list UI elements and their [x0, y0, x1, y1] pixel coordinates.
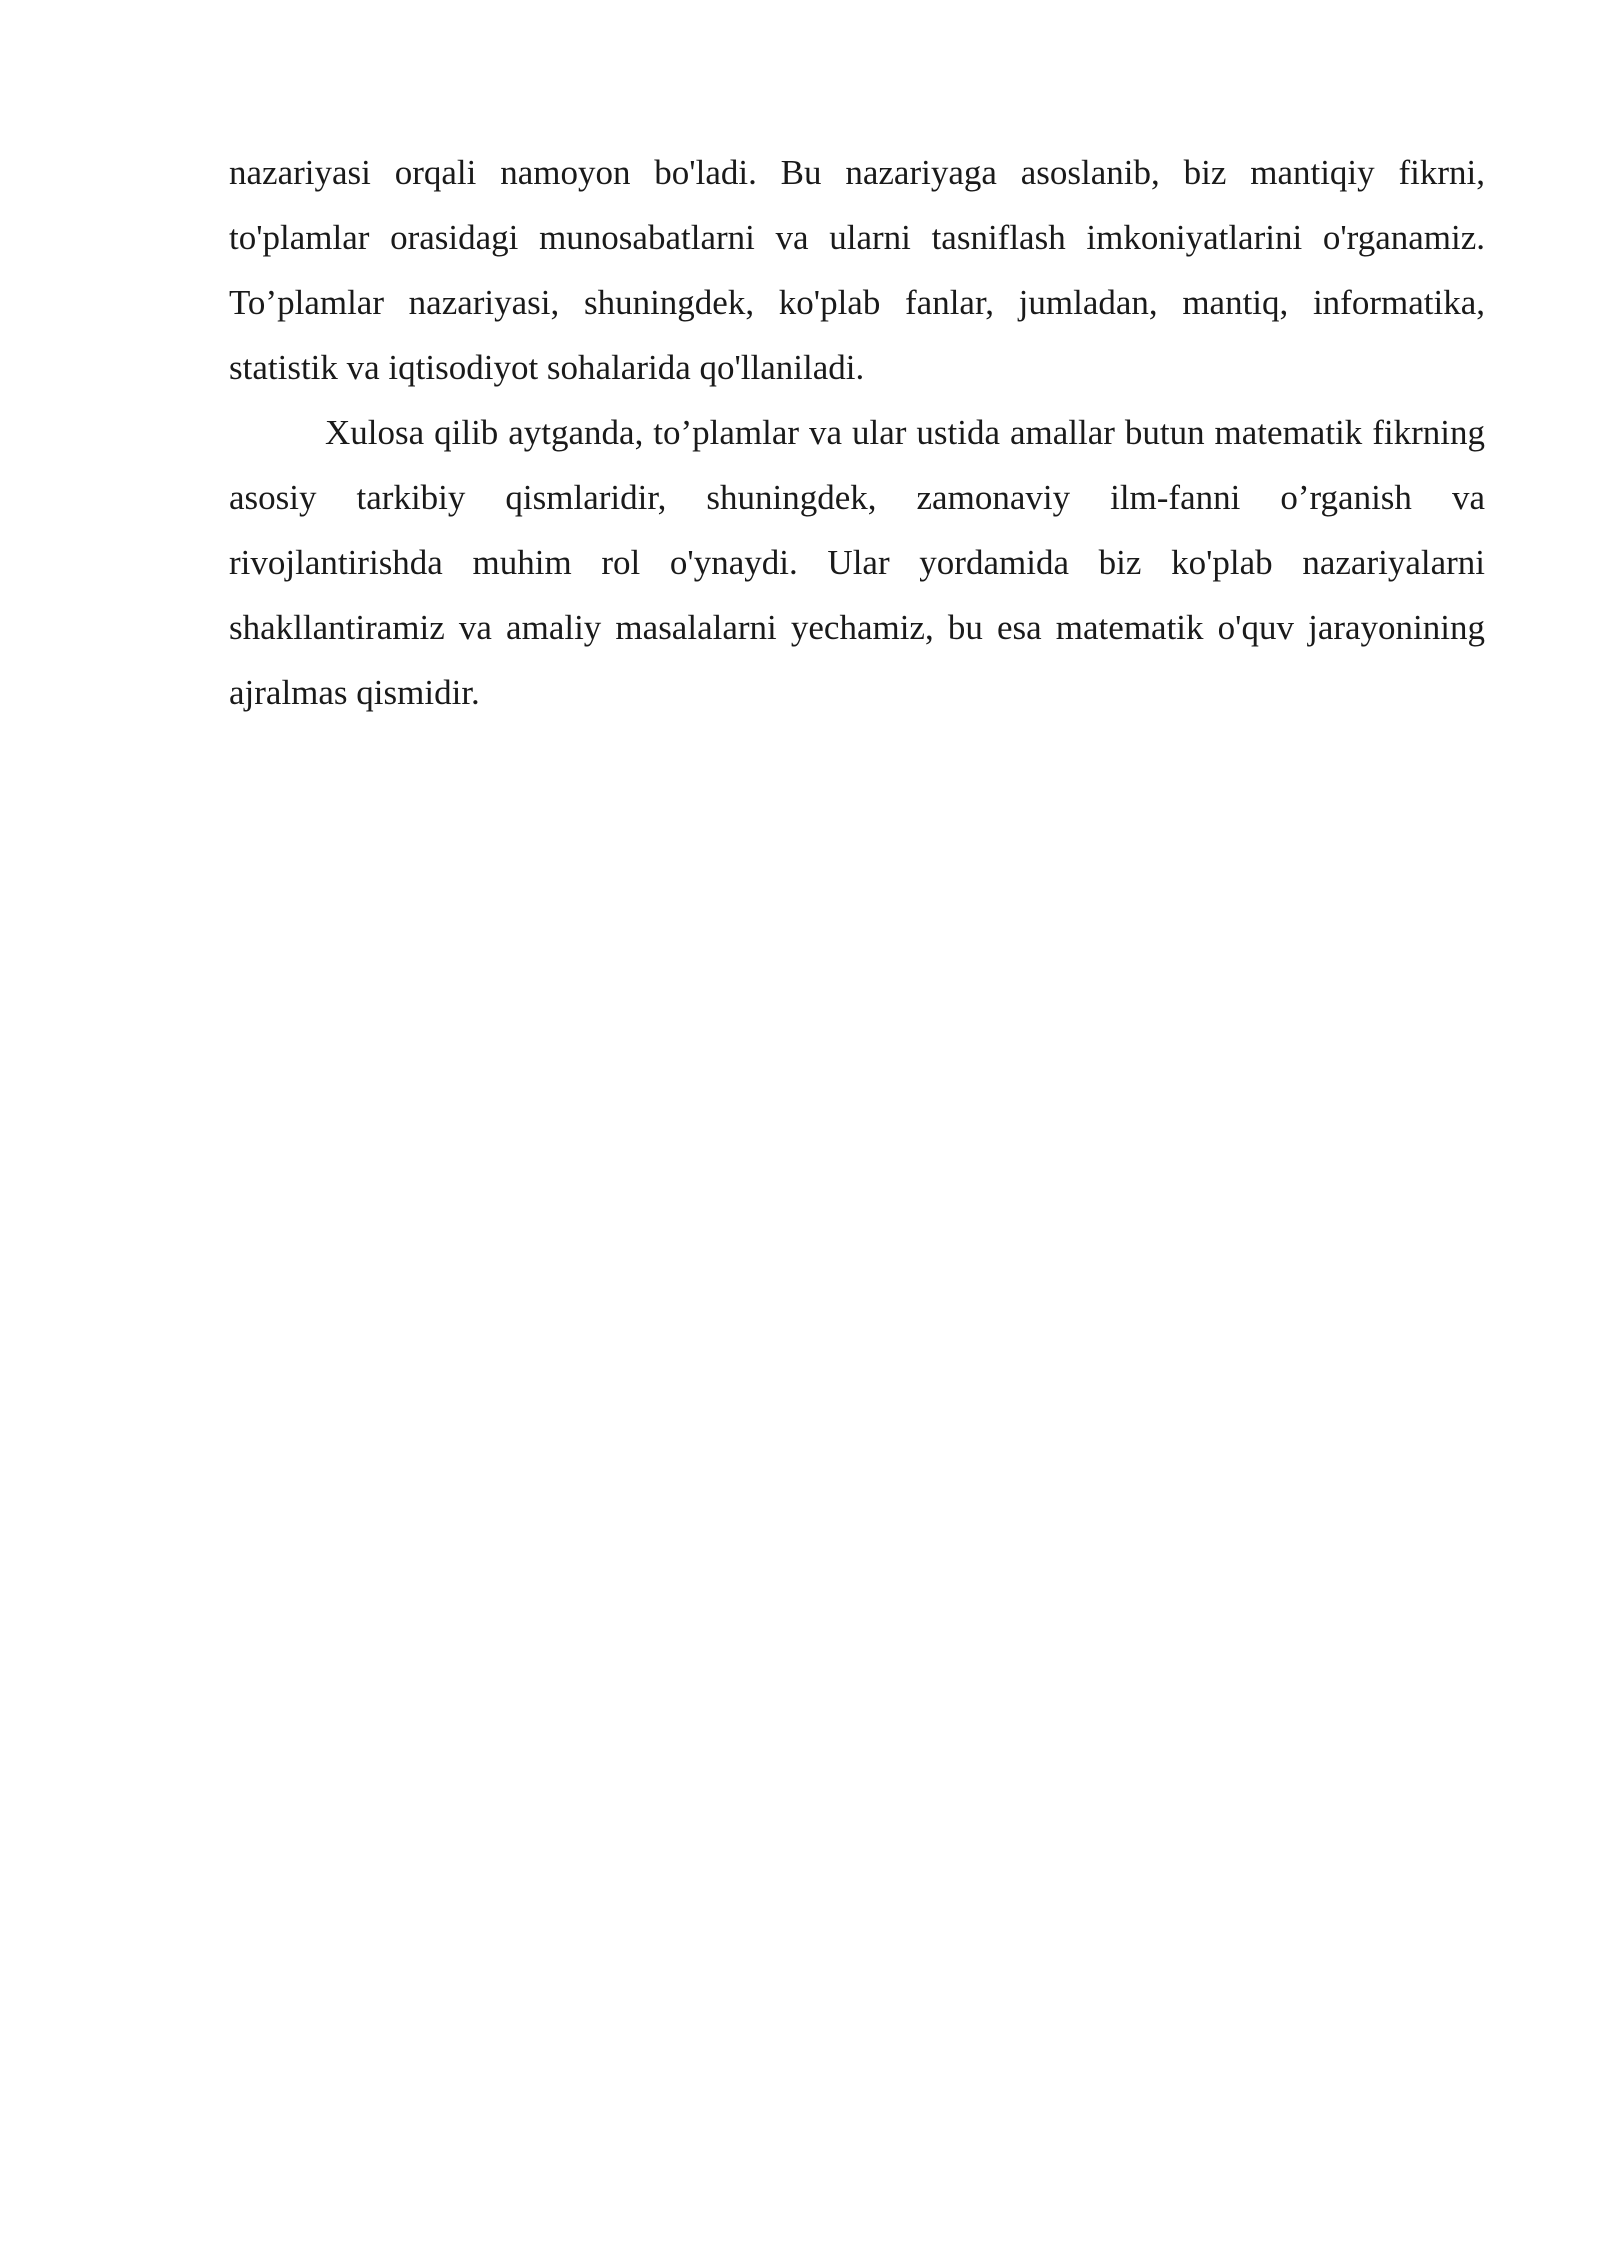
body-text: [229, 140, 1485, 725]
paragraph-continuation: nazariyasi orqali namoyon bo'ladi. Bu nazariyaga asoslanib, biz mantiqiy fikrni, to'plamlar orasidagi munosabatlarni va ularni tasniflash imkoniyatlarini o'rganamiz. To’plamlar nazariyasi, shuningdek, ko'plab fanlar, jumladan, mantiq, informatika, statistik va iqtisodiyot sohalarida qo'llaniladi.: [229, 153, 1485, 387]
paragraph-conclusion: Xulosa qilib aytganda, to’plamlar va ular ustida amallar butun matematik fikrning asosiy tarkibiy qismlaridir, shuningdek, zamonaviy ilm-fanni o’rganish va rivojlantirishda muhim rol o'ynaydi. Ular yordamida biz ko'plab nazariyalarni shakllantiramiz va amaliy masalalarni yechamiz, bu esa matematik o'quv jarayonining ajralmas qismidir.: [229, 413, 1485, 712]
